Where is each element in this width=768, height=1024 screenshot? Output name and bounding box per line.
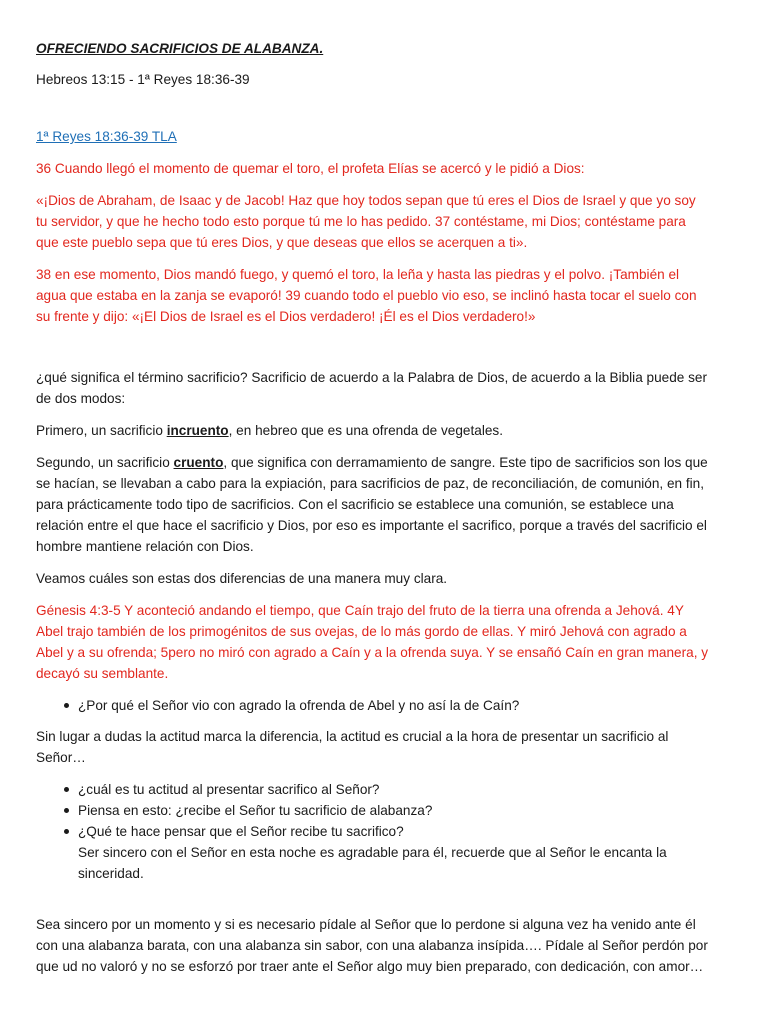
paragraph-primero bbox=[36, 420, 710, 441]
scripture-verse-37: «¡Dios de Abraham, de Isaac y de Jacob! Haz que hoy todos sepan que tú eres el Dios de Israel y que yo soy tu servidor, y que he hecho todo esto porque tú me lo has pedido. 37 contéstame, mi Dios; contéstame para que este pueblo sepa que tú eres Dios, y que deseas que ellos se acerquen a ti». bbox=[36, 193, 696, 250]
passage-link[interactable]: 1ª Reyes 18:36-39 TLA bbox=[36, 129, 177, 144]
sacrifice-question: ¿qué significa el término sacrificio? Sacrificio de acuerdo a la Palabra de Dios, de acuerdo a la Biblia puede ser de dos modos: bbox=[36, 370, 707, 406]
keyword-incruento: incruento bbox=[166, 423, 229, 438]
references: Hebreos 13:15 - 1ª Reyes 18:36-39 bbox=[36, 72, 250, 87]
segundo-text-post: , que significa con derramamiento de sangre. Este tipo de sacrificios son los que se hacían, se llevaban a cabo para la expiación, para sacrificios de paz, de reconciliación, de comunión, en fin, para prácticamente todo tipo de sacrificios. Con el sacrificio se establece una comunión, se establece una relación entre el que hace el sacrificio y Dios, por eso es importante el sacrifico, porque a través del sacrificio el hombre mantiene relación con Dios. bbox=[36, 455, 708, 554]
bullet-item-text: ¿Qué te hace pensar que el Señor recibe tu sacrifico? bbox=[78, 824, 404, 839]
scripture-genesis: Génesis 4:3-5 Y aconteció andando el tiempo, que Caín trajo del fruto de la tierra una ofrenda a Jehová. 4Y Abel trajo también de los primogénitos de sus ovejas, de lo más gordo de ellas. Y miró Jehová con agrado a Abel y a su ofrenda; 5pero no miró con agrado a Caín y a la ofrenda suya. Y se ensañó Caín en gran manera, y decayó su semblante. bbox=[36, 603, 709, 681]
closing-paragraph: Sea sincero por un momento y si es necesario pídale al Señor que lo perdone si alguna vez ha venido ante él con una alabanza barata, con una alabanza sin sabor, con una alabanza insípida…. Pídale al Señor perdón por que ud no valoró y no se esforzó por traer ante el Señor algo muy bien preparado, con dedicación, con amor… bbox=[36, 917, 708, 974]
bullet-note: Ser sincero con el Señor en esta noche es agradable para él, recuerde que al Señor le encanta la sinceridad. bbox=[78, 845, 667, 881]
bullet-item: Piensa en esto: ¿recibe el Señor tu sacrificio de alabanza? bbox=[36, 800, 710, 821]
bullet-list-2 bbox=[36, 779, 710, 884]
bullet-item: ¿cuál es tu actitud al presentar sacrifico al Señor? bbox=[36, 779, 710, 800]
segundo-text-pre: Segundo, un sacrificio bbox=[36, 455, 174, 470]
bullet-list-1 bbox=[36, 695, 710, 716]
scripture-verse-36: 36 Cuando llegó el momento de quemar el toro, el profeta Elías se acercó y le pidió a Dios: bbox=[36, 161, 585, 176]
paragraph-veamos: Veamos cuáles son estas dos diferencias de una manera muy clara. bbox=[36, 571, 448, 586]
document-title: OFRECIENDO SACRIFICIOS DE ALABANZA. bbox=[36, 41, 324, 56]
scripture-verse-38-39: 38 en ese momento, Dios mandó fuego, y quemó el toro, la leña y hasta las piedras y el polvo. ¡También el agua que estaba en la zanja se evaporó! 39 cuando todo el pueblo vio eso, se inclinó hasta tocar el suelo con su frente y dijo: «¡El Dios de Israel es el Dios verdadero! ¡Él es el Dios verdadero!» bbox=[36, 267, 697, 324]
paragraph-actitud: Sin lugar a dudas la actitud marca la diferencia, la actitud es crucial a la hora de presentar un sacrificio al Señor… bbox=[36, 729, 669, 765]
bullet-item: ¿Por qué el Señor vio con agrado la ofrenda de Abel y no así la de Caín? bbox=[36, 695, 710, 716]
primero-text-pre: Primero, un sacrificio bbox=[36, 423, 167, 438]
bullet-item bbox=[36, 821, 710, 884]
primero-text-post: , en hebreo que es una ofrenda de vegetales. bbox=[228, 423, 503, 438]
keyword-cruento: cruento bbox=[173, 455, 224, 470]
paragraph-segundo bbox=[36, 452, 710, 557]
